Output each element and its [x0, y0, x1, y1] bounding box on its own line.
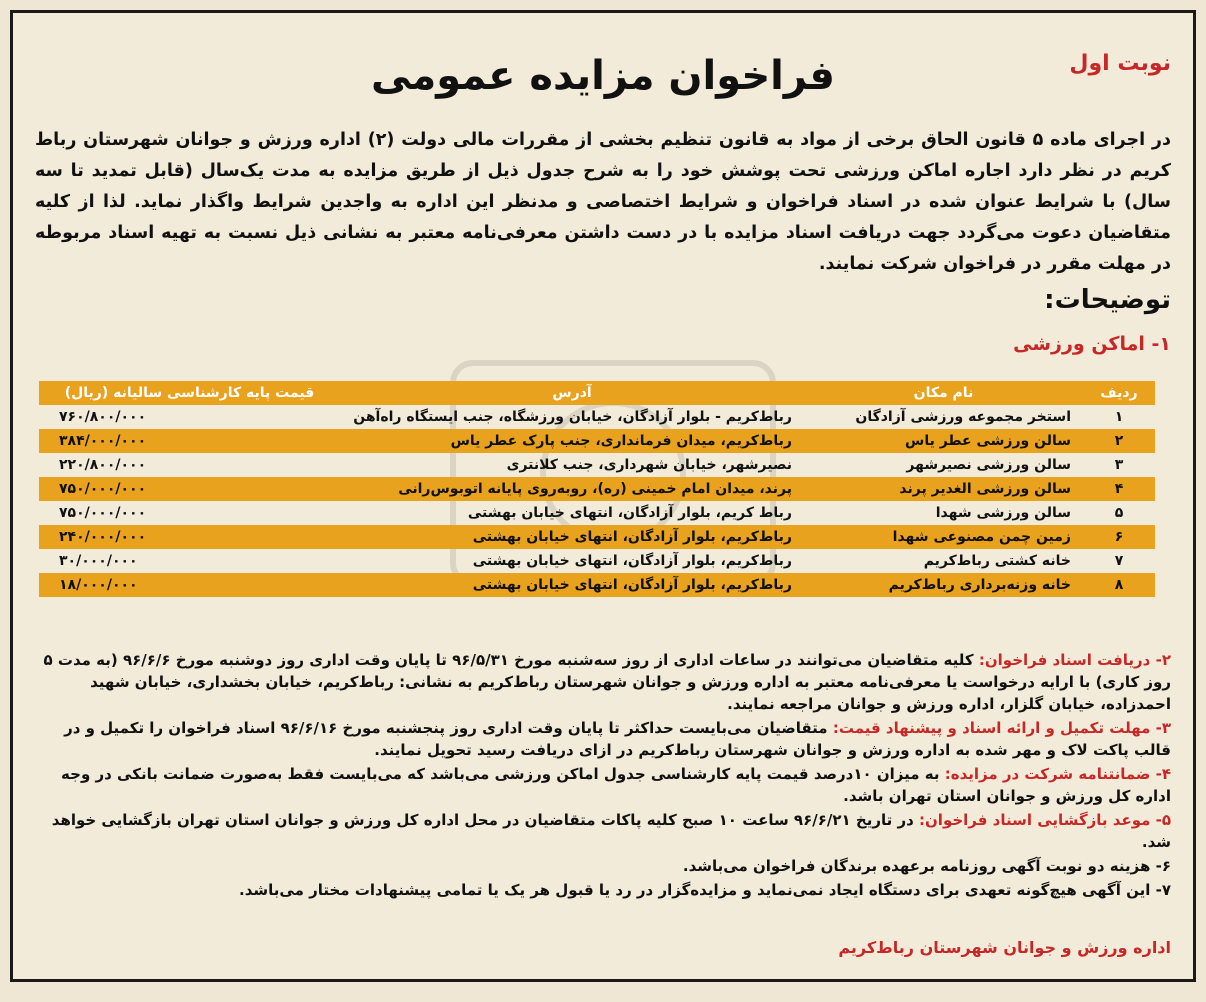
- cell-venue-name: خانه وزنه‌برداری رباط‌کریم: [804, 573, 1083, 597]
- col-header-address: آدرس: [340, 381, 804, 405]
- cell-address: رباط کریم، بلوار آزادگان، انتهای خیابان بهشتی: [467, 505, 792, 521]
- cell-address: رباط‌کریم، بلوار آزادگان، انتهای خیابان بهشتی: [472, 553, 792, 569]
- cell-base-price: ۱۸/۰۰۰/۰۰۰: [39, 573, 340, 597]
- cell-venue-name: سالن ورزشی عطر یاس: [804, 429, 1083, 453]
- cell-address: رباط‌کریم، بلوار آزادگان، انتهای خیابان بهشتی: [340, 525, 804, 549]
- term-label: ۵- موعد بازگشایی اسناد فراخوان:: [919, 811, 1171, 829]
- cell-address: پرند، میدان امام خمینی (ره)، روبه‌روی پایانه اتوبوس‌رانی: [340, 477, 804, 501]
- cell-base-price: ۷۶۰/۸۰۰/۰۰۰: [59, 409, 147, 425]
- term-label: ۴- ضمانتنامه شرکت در مزایده:: [944, 765, 1171, 783]
- cell-row-number: ۶: [1083, 525, 1155, 549]
- cell-address: نصیرشهر، خیابان شهرداری، جنب کلانتری: [506, 457, 792, 473]
- term-label: ۳- مهلت تکمیل و ارائه اسناد و پیشنهاد قیمت:: [832, 719, 1171, 737]
- col-header-row-number: ردیف: [1083, 381, 1155, 405]
- cell-address: رباط‌کریم، میدان فرمانداری، جنب پارک عطر یاس: [340, 429, 804, 453]
- venues-table: [39, 381, 1155, 597]
- cell-venue-name: سالن ورزشی شهدا: [935, 505, 1071, 521]
- table-row: [39, 573, 1155, 597]
- term-text: ۷- این آگهی هیچ‌گونه تعهدی برای دستگاه ایجاد نمی‌نماید و مزایده‌گزار در رد یا قبول هر یک یا تمامی پیشنهادات مختار می‌باشد.: [239, 881, 1171, 899]
- term-label: ۲- دریافت اسناد فراخوان:: [978, 651, 1171, 669]
- term-text: به میزان ۱۰درصد قیمت پایه کارشناسی جدول اماکن ورزشی می‌باشد که می‌بایست فقط به‌صورت ضمانت بانکی در وجه اداره کل ورزش و جوانان استان تهران باشد.: [61, 765, 1171, 805]
- cell-row-number: ۵: [1114, 505, 1124, 521]
- term-text: در تاریخ ۹۶/۶/۲۱ ساعت ۱۰ صبح کلیه پاکات متقاضیان در محل اداره کل ورزش و جوانان استان تهران بازگشایی خواهد شد.: [51, 811, 1171, 851]
- term-item: [35, 763, 1171, 807]
- cell-address: رباط‌کریم، بلوار آزادگان، انتهای خیابان بهشتی: [340, 573, 804, 597]
- cell-address: رباط‌کریم - بلوار آزادگان، خیابان ورزشگاه، جنب ایستگاه راه‌آهن: [353, 409, 792, 425]
- cell-base-price: ۷۵۰/۰۰۰/۰۰۰: [39, 477, 340, 501]
- term-item: [35, 879, 1171, 901]
- term-text: ۶- هزینه دو نوبت آگهی روزنامه برعهده برندگان فراخوان می‌باشد.: [682, 857, 1171, 875]
- cell-base-price: ۷۵۰/۰۰۰/۰۰۰: [59, 505, 147, 521]
- cell-row-number: ۲: [1083, 429, 1155, 453]
- col-header-base-price: قیمت پایه کارشناسی سالیانه (ریال): [39, 381, 340, 405]
- col-header-venue-name: نام مکان: [804, 381, 1083, 405]
- notes-heading: توضیحات:: [1044, 285, 1171, 315]
- intro-paragraph: در اجرای ماده ۵ قانون الحاق برخی از مواد به قانون تنظیم بخشی از مقررات مالی دولت (۲) اداره ورزش و جوانان شهرستان رباط کریم در نظر دارد اجاره اماکن ورزشی تحت پوشش خود را به شرح جدول ذیل از طریق مزایده به مدت یک‌سال (قابل تمدید تا سه سال) با شرایط عنوان شده در اسناد فراخوان و شرایط اختصاصی و مدنظر این اداره به واجدین شرایط واگذار نماید. لذا از کلیه متقاضیان دعوت می‌گردد جهت دریافت اسناد مزایده با در دست داشتن معرفی‌نامه معتبر به نشانی ذیل نسبت به تهیه اسناد مربوطه در مهلت مقرر در فراخوان شرکت نمایند.: [35, 130, 1171, 274]
- cell-row-number: ۱: [1114, 409, 1124, 425]
- table-row: [39, 429, 1155, 453]
- table-row: [39, 453, 1155, 477]
- cell-base-price: ۲۴۰/۰۰۰/۰۰۰: [39, 525, 340, 549]
- term-item: [35, 649, 1171, 715]
- cell-row-number: ۴: [1083, 477, 1155, 501]
- cell-row-number: ۳: [1114, 457, 1124, 473]
- term-item: [35, 717, 1171, 761]
- term-item: [35, 809, 1171, 853]
- cell-venue-name: زمین چمن مصنوعی شهدا: [804, 525, 1083, 549]
- cell-venue-name: خانه کشتی رباط‌کریم: [923, 553, 1071, 569]
- cell-venue-name: سالن ورزشی نصیرشهر: [906, 457, 1071, 473]
- turn-label: نوبت اول: [1069, 51, 1171, 76]
- section-heading-venues: ۱- اماکن ورزشی: [1013, 333, 1171, 355]
- cell-base-price: ۲۲۰/۸۰۰/۰۰۰: [59, 457, 147, 473]
- tender-notice: [10, 10, 1196, 982]
- signature-organization: اداره ورزش و جوانان شهرستان رباط‌کریم: [838, 938, 1171, 957]
- table-row: [39, 477, 1155, 501]
- table-row: [39, 525, 1155, 549]
- table-header-row: [39, 381, 1155, 405]
- cell-row-number: ۷: [1114, 553, 1124, 569]
- cell-venue-name: استخر مجموعه ورزشی آزادگان: [855, 409, 1071, 425]
- term-text: متقاضیان می‌بایست حداکثر تا پایان وقت اداری روز پنجشنبه مورخ ۹۶/۶/۱۶ اسناد فراخوان را تکمیل و در قالب پاکت لاک و مهر شده به اداره ورزش و جوانان شهرستان رباط‌کریم در ازای دریافت رسید تحویل نمایند.: [64, 719, 1171, 759]
- term-item: [35, 855, 1171, 877]
- cell-base-price: ۳۰/۰۰۰/۰۰۰: [59, 553, 138, 569]
- cell-base-price: ۳۸۴/۰۰۰/۰۰۰: [39, 429, 340, 453]
- cell-row-number: ۸: [1083, 573, 1155, 597]
- cell-venue-name: سالن ورزشی الغدیر پرند: [804, 477, 1083, 501]
- page-title: فراخوان مزایده عمومی: [371, 53, 835, 99]
- terms-list: [35, 649, 1171, 903]
- table-row: [39, 501, 1155, 525]
- table-row: [39, 405, 1155, 429]
- term-text: کلیه متقاضیان می‌توانند در ساعات اداری از روز سه‌شنبه مورخ ۹۶/۵/۳۱ تا پایان وقت اداری روز دوشنبه مورخ ۹۶/۶/۶ (به مدت ۵ روز کاری) با ارایه درخواست یا معرفی‌نامه معتبر به اداره ورزش و جوانان شهرستان رباط‌کریم به نشانی: رباط‌کریم، خیابان بخشداری، خیابان شهید احمدزاده، خیابان گلزار، اداره ورزش و جوانان مراجعه نمایند.: [43, 651, 1171, 713]
- table-row: [39, 549, 1155, 573]
